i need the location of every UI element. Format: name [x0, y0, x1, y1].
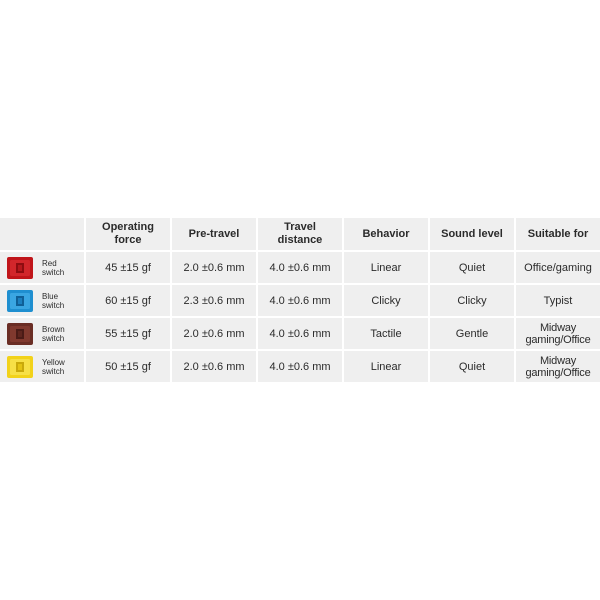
header-row — [0, 218, 600, 250]
suitable-for-cell: Typist — [516, 285, 600, 316]
header-operating-force-line2: force — [114, 234, 142, 246]
switch-name — [42, 259, 76, 277]
sound-level-cell: Clicky — [430, 285, 514, 316]
blue-switch-icon — [6, 288, 34, 314]
header-operating-force-line1: Operating — [102, 221, 154, 233]
pre-travel-cell: 2.0 ±0.6 mm — [172, 351, 256, 382]
red-switch-icon — [6, 255, 34, 281]
switch-name — [42, 292, 76, 310]
suitable-for-cell: Office/gaming — [516, 252, 600, 283]
switch-name-line2: switch — [42, 267, 65, 277]
header-suitable-for: Suitable for — [516, 218, 600, 250]
header-travel-distance-line2: distance — [277, 234, 323, 246]
sound-level-cell: Quiet — [430, 351, 514, 382]
table-row — [0, 351, 600, 382]
sound-level-cell: Quiet — [430, 252, 514, 283]
header-travel-distance-line1: Travel — [284, 221, 316, 233]
switch-cell — [0, 318, 84, 349]
switch-name-line2: switch — [42, 300, 65, 310]
switch-name-line2: switch — [42, 333, 65, 343]
behavior-cell: Clicky — [344, 285, 428, 316]
sound-level-cell: Gentle — [430, 318, 514, 349]
header-switch — [0, 218, 84, 250]
suitable-for-cell: Midway gaming/Office — [516, 351, 600, 382]
switch-cell — [0, 285, 84, 316]
operating-force-cell: 60 ±15 gf — [86, 285, 170, 316]
pre-travel-cell: 2.0 ±0.6 mm — [172, 252, 256, 283]
table-row — [0, 252, 600, 283]
header-travel-distance — [258, 218, 342, 250]
switch-name — [42, 325, 76, 343]
header-sound-level: Sound level — [430, 218, 514, 250]
switch-name-line1: Brown — [42, 324, 65, 334]
brown-switch-icon — [6, 321, 34, 347]
switch-comparison-table — [0, 216, 600, 384]
switch-name-line2: switch — [42, 366, 65, 376]
header-pre-travel: Pre-travel — [172, 218, 256, 250]
switch-name — [42, 358, 76, 376]
table-row — [0, 285, 600, 316]
switch-cell — [0, 351, 84, 382]
travel-distance-cell: 4.0 ±0.6 mm — [258, 351, 342, 382]
header-behavior: Behavior — [344, 218, 428, 250]
behavior-cell: Linear — [344, 252, 428, 283]
table-row — [0, 318, 600, 349]
behavior-cell: Tactile — [344, 318, 428, 349]
operating-force-cell: 55 ±15 gf — [86, 318, 170, 349]
travel-distance-cell: 4.0 ±0.6 mm — [258, 285, 342, 316]
travel-distance-cell: 4.0 ±0.6 mm — [258, 252, 342, 283]
yellow-switch-icon — [6, 354, 34, 380]
switch-name-line1: Blue — [42, 291, 59, 301]
operating-force-cell: 50 ±15 gf — [86, 351, 170, 382]
suitable-for-cell: Midway gaming/Office — [516, 318, 600, 349]
switch-name-line1: Red — [42, 258, 57, 268]
pre-travel-cell: 2.0 ±0.6 mm — [172, 318, 256, 349]
switch-name-line1: Yellow — [42, 357, 65, 367]
header-operating-force — [86, 218, 170, 250]
switch-cell — [0, 252, 84, 283]
pre-travel-cell: 2.3 ±0.6 mm — [172, 285, 256, 316]
behavior-cell: Linear — [344, 351, 428, 382]
operating-force-cell: 45 ±15 gf — [86, 252, 170, 283]
travel-distance-cell: 4.0 ±0.6 mm — [258, 318, 342, 349]
